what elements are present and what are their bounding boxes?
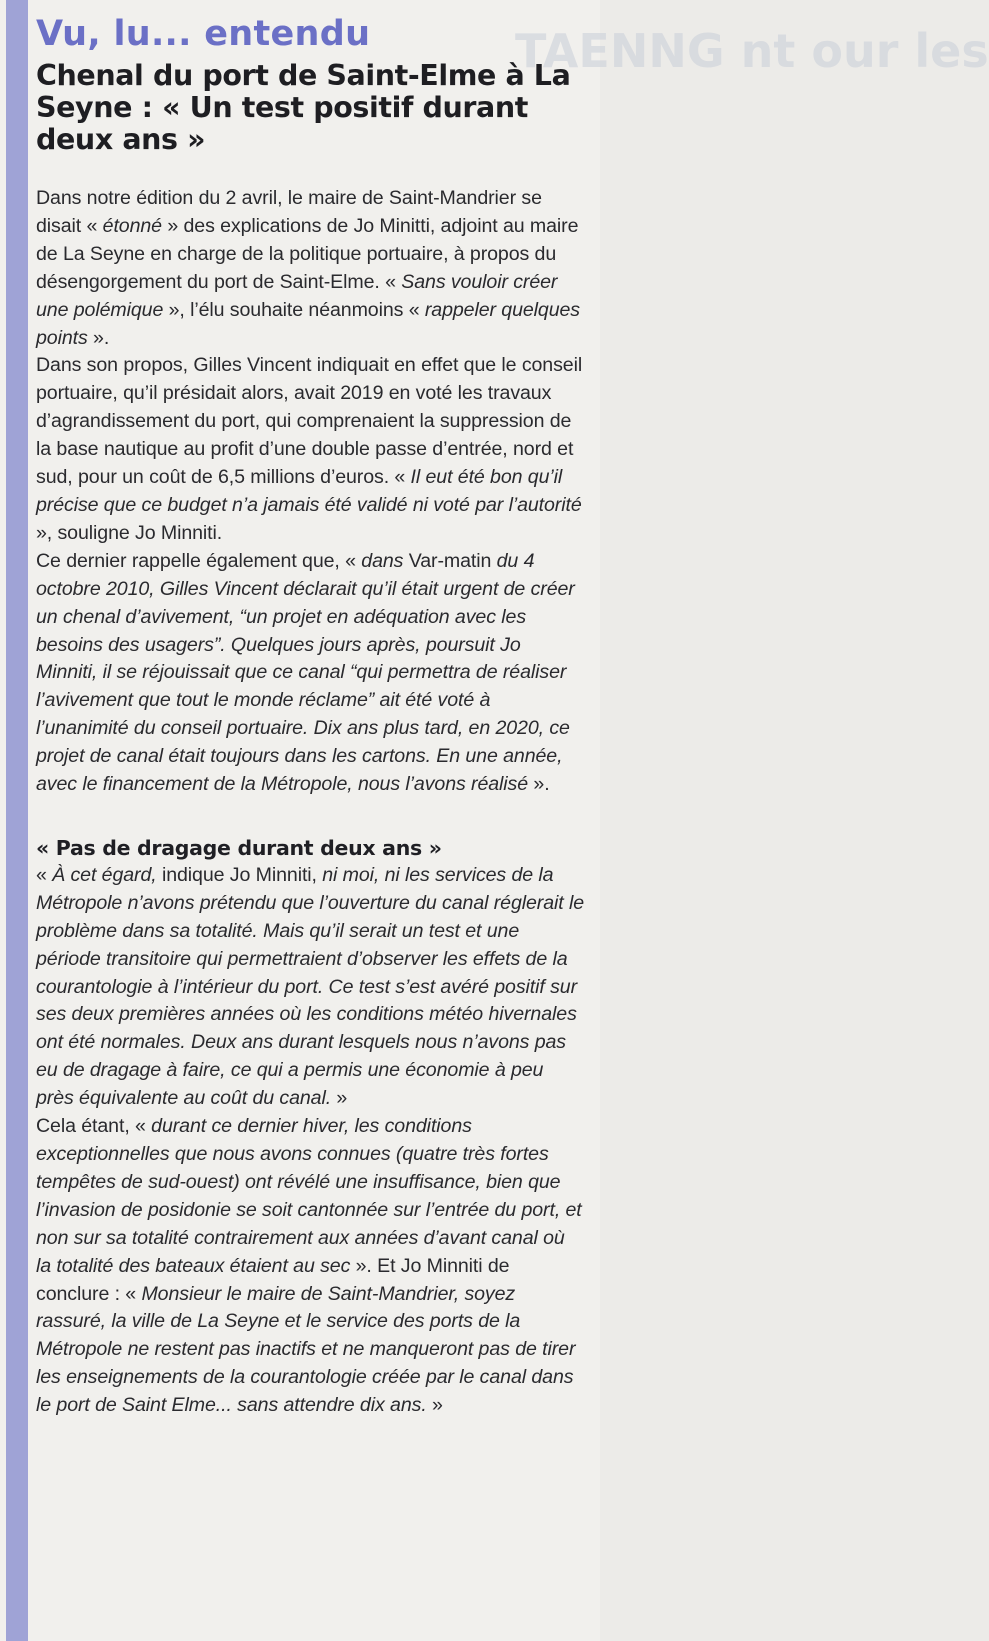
text-run: Cela étant, « — [36, 1115, 152, 1138]
text-run: Dans son propos, Gilles Vincent indiquait en effet que le conseil portuaire, qu’il présidait alors, avait 2019 en voté les travaux d’agrandissement du port, qui comprenaient la suppression de la base nautique au profit d’une double passe d’entrée, nord et sud, pour un coût de 6,5 millions d’euros. « — [36, 354, 583, 489]
body-paragraph — [36, 352, 584, 547]
text-run: » des explications de Jo Minitti, adjoint au maire de La Seyne en charge de la politique portuaire, à propos du désengorgement du port de Saint-Elme. « — [36, 214, 579, 293]
text-run: ». — [528, 773, 550, 796]
article — [36, 14, 584, 1420]
italic-run: étonné — [102, 214, 162, 237]
text-run: Var-matin — [403, 549, 497, 572]
body-paragraph — [36, 548, 584, 799]
column-accent-bar — [6, 0, 28, 1641]
text-run: » — [331, 1087, 348, 1110]
italic-run: ni moi, ni les services de la Métropole n’avons prétendu que l’ouverture du canal réglerait le problème dans sa totalité. Mais qu’il serait un test et une période transitoire qui permettraient d’observer les effets de la courantologie à l’intérieur du port. Ce test s’est avéré positif sur ses deux premières années où les conditions météo hivernales ont été normales. Deux ans durant lesquels nous n’avons pas eu de dragage à faire, ce qui a permis une économie à peu près équivalente au coût du canal. — [36, 863, 585, 1110]
text-run: Ce dernier rappelle également que, « — [36, 549, 362, 572]
text-run: », l’élu souhaite néanmoins « — [163, 298, 425, 321]
article-body — [36, 185, 584, 799]
italic-run: du 4 octobre 2010, Gilles Vincent déclarait qu’il était urgent de créer un chenal d’avivement, “un projet en adéquation avec les besoins des usagers”. Quelques jours après, poursuit Jo Minniti, il se réjouissait que ce canal “qui permettra de réaliser l’avivement que tout le monde réclame” ait été voté à l’unanimité du conseil portuaire. Dix ans plus tard, en 2020, ce projet de canal était toujours dans les cartons. En une année, avec le financement de la Métropole, nous l’avons réalisé — [36, 549, 575, 796]
italic-run: Monsieur le maire de Saint-Mandrier, soyez rassuré, la ville de La Seyne et le service des ports de la Métropole ne restent pas inactifs et ne manqueront pas de tirer les enseignements de la courantologie créée par le canal dans le port de Saint Elme... sans attendre dix ans. — [36, 1282, 576, 1417]
section-kicker: Vu, lu... entendu — [36, 14, 371, 54]
body-paragraph — [36, 1113, 584, 1420]
text-run: », souligne Jo Minniti. — [36, 521, 223, 544]
text-run: » — [426, 1394, 443, 1417]
article-body-continued — [36, 862, 584, 1420]
text-run: ». — [87, 326, 110, 349]
text-run: indique Jo Minniti, — [156, 863, 323, 886]
article-headline: Chenal du port de Saint-Elme à La Seyne : « Un test positif durant deux ans » — [36, 59, 571, 156]
italic-run: Il eut été bon qu’il précise que ce budget n’a jamais été validé ni voté par l’autorité — [36, 466, 582, 516]
adjacent-column-bleed: TAENNG nt our les — [515, 24, 989, 78]
italic-run: dans — [361, 549, 404, 572]
italic-run: durant ce dernier hiver, les conditions exceptionnelles que nous avons connues (quatre très fortes tempêtes de sud-ouest) ont révélé une insuffisance, bien que l’invasion de posidonie se soit cantonnée sur l’entrée du port, et non sur sa totalité contrairement aux années d’avant canal où la totalité des bateaux étaient au sec — [36, 1115, 582, 1277]
article-subhead: « Pas de dragage durant deux ans » — [36, 835, 442, 860]
text-run: « — [36, 863, 53, 886]
italic-run: Sans vouloir créer une polémique — [36, 270, 558, 321]
text-run: Dans notre édition du 2 avril, le maire de Saint-Mandrier se disait « — [36, 187, 542, 237]
text-run: ». Et Jo Minniti de conclure : « — [36, 1254, 510, 1305]
italic-run: rappeler quelques points — [36, 298, 581, 349]
body-paragraph — [36, 862, 584, 1113]
italic-run: À cet égard, — [52, 863, 157, 886]
body-paragraph — [36, 185, 584, 352]
